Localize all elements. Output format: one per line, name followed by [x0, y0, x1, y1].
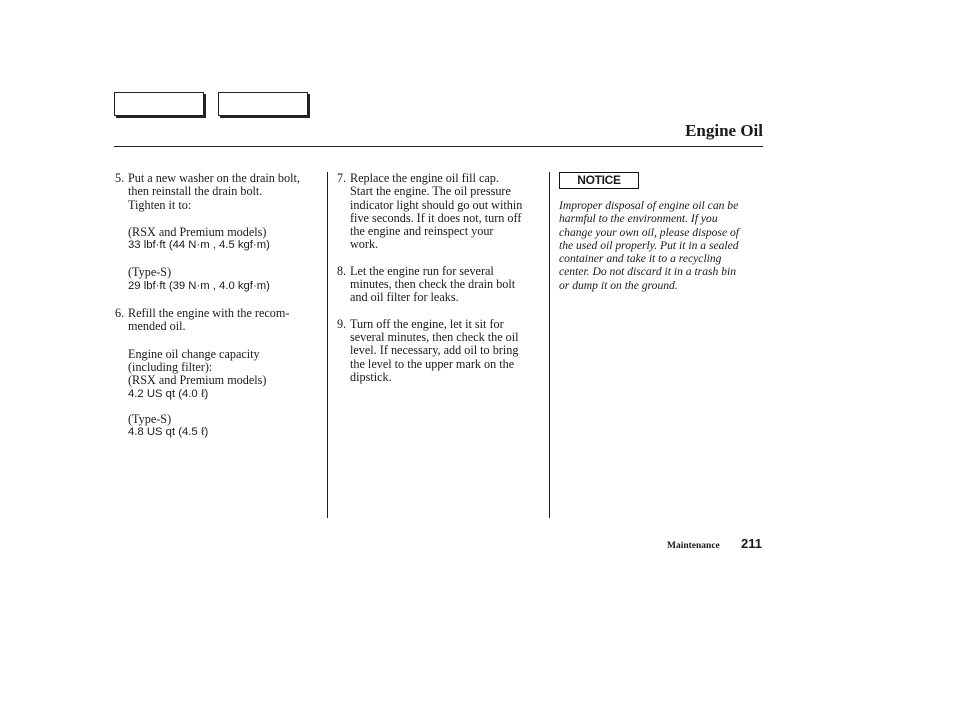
step-9	[337, 318, 545, 384]
model-label-type-s: (Type-S)	[128, 265, 172, 280]
capacity-spec-type-s: 4.8 US qt (4.5 ℓ)	[128, 426, 209, 439]
step-text-line: Refill the engine with the recom-	[128, 306, 290, 321]
step-text-line: Replace the engine oil fill cap.	[350, 171, 499, 185]
step-text-line: the level to the upper mark on the	[350, 356, 515, 371]
step-text-line: Let the engine run for several	[350, 263, 494, 278]
notice-line: Improper disposal of engine oil can be	[559, 199, 739, 212]
torque-spec-rsx: 33 lbf·ft (44 N·m , 4.5 kgf·m)	[128, 239, 270, 252]
step-text-line: Start the engine. The oil pressure	[350, 184, 511, 199]
step-text-line: work.	[350, 237, 379, 252]
notice-line: harmful to the environment. If you	[559, 212, 718, 226]
step-5	[115, 172, 323, 293]
torque-spec-type-s: 29 lbf·ft (39 N·m , 4.0 kgf·m)	[128, 279, 270, 292]
notice-line: change your own oil, please dispose of	[559, 225, 740, 239]
step-number: 9.	[337, 316, 347, 331]
column-1	[115, 172, 323, 439]
model-label-type-s: (Type-S)	[128, 411, 172, 426]
notice-badge: NOTICE	[559, 172, 639, 189]
notice-text	[559, 199, 763, 292]
column-divider-1	[327, 172, 328, 518]
column-divider-2	[549, 172, 550, 518]
title-divider	[114, 146, 763, 147]
step-text-line: and oil filter for leaks.	[350, 290, 459, 305]
notice-line: the used oil properly. Put it in a sealed	[559, 238, 739, 252]
column-3	[559, 172, 763, 292]
model-label-rsx: (RSX and Premium models)	[128, 373, 267, 388]
page-number: 211	[741, 536, 762, 551]
nav-button-main-menu[interactable]	[114, 92, 204, 116]
page-title: Engine Oil	[685, 121, 763, 140]
step-text-line: dipstick.	[350, 369, 392, 384]
nav-button-index[interactable]	[218, 92, 308, 116]
step-text-line: Put a new washer on the drain bolt,	[128, 171, 300, 185]
capacity-heading: Engine oil change capacity	[128, 346, 260, 361]
capacity-spec-rsx: 4.2 US qt (4.0 ℓ)	[128, 387, 209, 400]
step-text-line: five seconds. If it does not, turn off	[350, 210, 522, 225]
step-number: 5.	[115, 171, 125, 185]
step-text-line: level. If necessary, add oil to bring	[350, 343, 519, 358]
step-number: 7.	[337, 171, 347, 185]
step-text-line: Tighten it to:	[128, 197, 192, 212]
footer-section-name: Maintenance	[667, 541, 720, 551]
capacity-heading: (including filter):	[128, 359, 213, 374]
step-text-line: minutes, then check the drain bolt	[350, 277, 516, 292]
step-number: 6.	[115, 306, 125, 321]
step-number: 8.	[337, 263, 347, 278]
column-2	[337, 172, 545, 384]
step-text-line: Turn off the engine, let it sit for	[350, 316, 504, 331]
step-7	[337, 172, 545, 252]
step-text-line: mended oil.	[128, 319, 186, 334]
step-text-line: several minutes, then check the oil	[350, 329, 519, 344]
step-text-line: indicator light should go out within	[350, 197, 523, 212]
notice-line: container and take it to a recycling	[559, 252, 722, 266]
model-label-rsx: (RSX and Premium models)	[128, 224, 267, 239]
step-text-line: then reinstall the drain bolt.	[128, 184, 263, 199]
step-text-line: the engine and reinspect your	[350, 224, 494, 239]
step-8	[337, 265, 545, 305]
step-6	[115, 307, 323, 439]
notice-line: or dump it on the ground.	[559, 278, 678, 292]
notice-line: center. Do not discard it in a trash bin	[559, 265, 737, 279]
